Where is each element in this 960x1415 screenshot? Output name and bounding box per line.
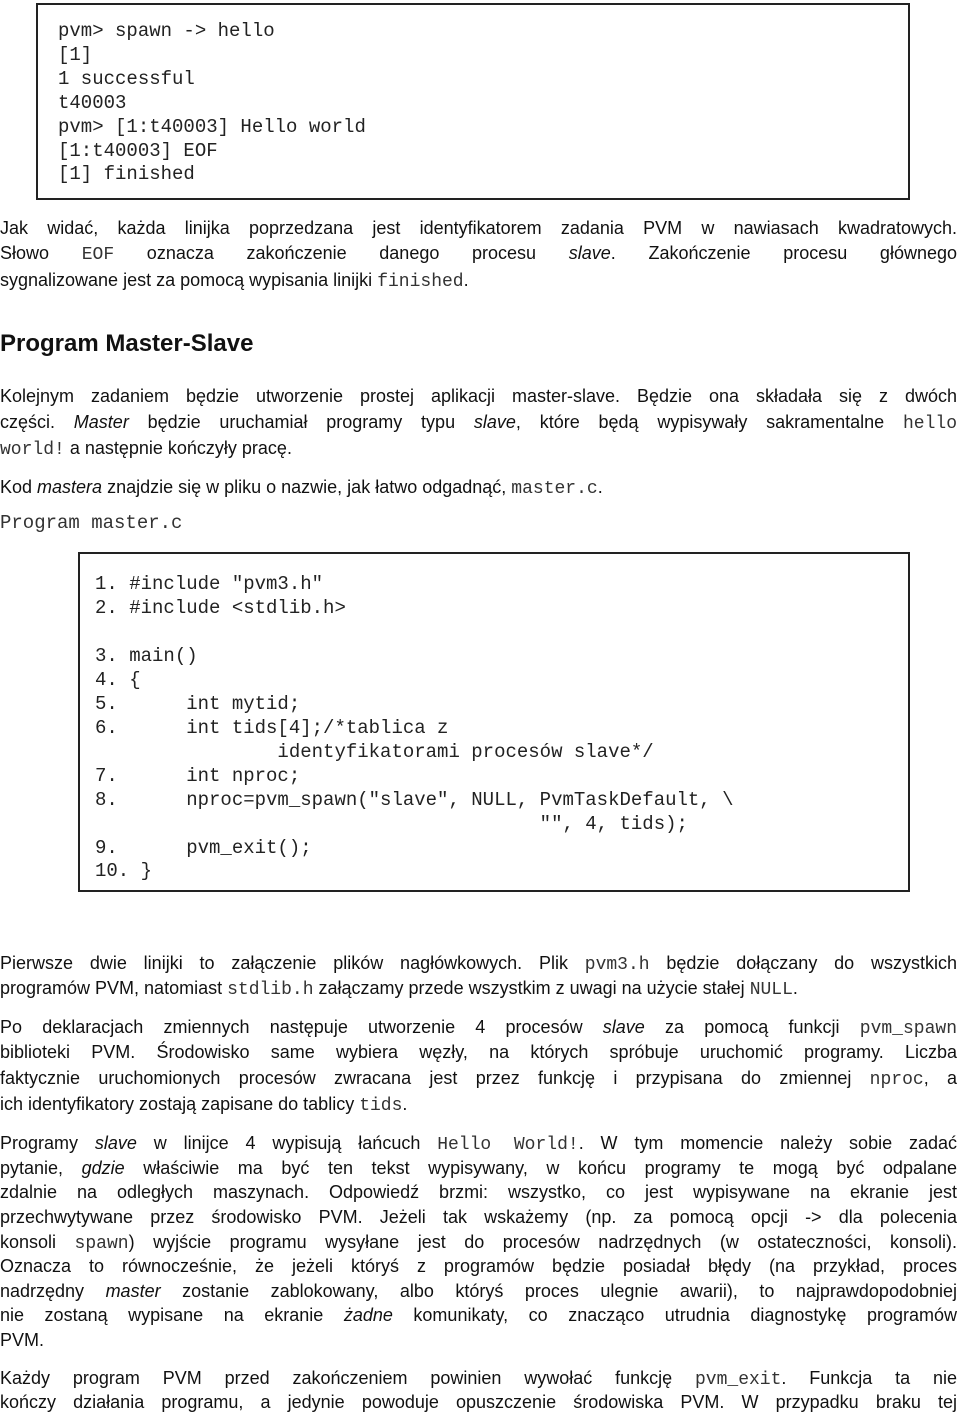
inline-code: pvm_exit	[694, 1370, 782, 1390]
inline-code: nproc	[869, 1070, 924, 1090]
paragraph-line: faktycznie uruchomionych procesów zwracana jest przez funkcję i przypisana do zmiennej nproc, a	[0, 1068, 958, 1090]
paragraph-line: nadrzędny master zostanie zablokowany, albo któryś proces ulegnie awarii), to najprawdopodobniej	[0, 1281, 958, 1301]
paragraph-line: Kolejnym zadaniem będzie utworzenie prostej aplikacji master-slave. Będzie ona składała się z dwóch	[0, 386, 957, 406]
terminal-line: [1]	[58, 44, 93, 66]
terminal-line: 1 successful	[58, 68, 195, 90]
paragraph-line: Oznacza to równocześnie, że jeżeli któryś z programów będzie posiadał błędy (na przykład, proces	[0, 1256, 957, 1276]
inline-code: master.c	[511, 479, 598, 499]
paragraph-line: world! a następnie kończyły pracę.	[0, 438, 292, 460]
inline-code: pvm3.h	[584, 955, 650, 975]
terminal-line: pvm> [1:t40003] Hello world	[58, 116, 366, 138]
paragraph-line: Pierwsze dwie linijki to załączenie plików nagłówkowych. Plik pvm3.h będzie dołączany do wszystkich	[0, 953, 957, 975]
paragraph-line: programów PVM, natomiast stdlib.h załączamy przede wszystkim z uwagi na użycie stałej NULL.	[0, 978, 798, 1000]
inline-code: Hello World!	[437, 1135, 579, 1155]
inline-code: tids	[359, 1096, 403, 1116]
inline-code: spawn	[74, 1234, 129, 1254]
inline-code: EOF	[81, 245, 115, 265]
terminal-line: pvm> spawn -> hello	[58, 20, 275, 42]
code-line: 10. }	[95, 860, 153, 882]
code-line: "", 4, tids);	[95, 813, 688, 835]
paragraph-line: Jak widać, każda linijka poprzedzana jest identyfikatorem zadania PVM w nawiasach kwadratowych.	[0, 218, 957, 238]
code-line: 8. nproc=pvm_spawn("slave", NULL, PvmTaskDefault, \	[95, 789, 734, 811]
code-line: 5. int mytid;	[95, 693, 301, 715]
code-line: 9. pvm_exit();	[95, 837, 312, 859]
inline-code: NULL	[749, 980, 793, 1000]
paragraph-line: PVM.	[0, 1330, 45, 1350]
code-line: identyfikatorami procesów slave*/	[95, 741, 654, 763]
paragraph-line: przechwytywane przez środowisko PVM. Jeżeli tak wskażemy (np. za pomocą opcji -> dla polecenia	[0, 1207, 957, 1227]
code-line: 3. main()	[95, 645, 198, 667]
paragraph-line: Słowo EOF oznacza zakończenie danego procesu slave. Zakończenie procesu głównego	[0, 243, 957, 265]
paragraph-line: sygnalizowane jest za pomocą wypisania linijki finished.	[0, 270, 469, 292]
paragraph-line: nie zostaną wypisane na ekranie żadne komunikaty, co znacząco utrudnia diagnostykę programów	[0, 1305, 957, 1325]
paragraph-line: Każdy program PVM przed zakończeniem powinien wywołać funkcję pvm_exit. Funkcja ta nie	[0, 1368, 957, 1390]
inline-code: world!	[0, 440, 65, 460]
code-caption: Program master.c	[0, 512, 183, 534]
paragraph-line: kończy działania programu, a jedynie powoduje opuszczenie środowiska PVM. W przypadku braku tej	[0, 1392, 957, 1412]
inline-code: hello	[902, 414, 957, 434]
terminal-line: [1] finished	[58, 163, 195, 185]
paragraph-line: konsoli spawn) wyjście programu wysyłane jest do procesów nadrzędnych (w ostateczności, konsoli).	[0, 1232, 957, 1254]
paragraph-line: Po deklaracjach zmiennych następuje utworzenie 4 procesów slave za pomocą funkcji pvm_spawn	[0, 1017, 957, 1039]
paragraph-line: Kod mastera znajdzie się w pliku o nazwie, jak łatwo odgadnąć, master.c.	[0, 477, 603, 499]
code-line: 7. int nproc;	[95, 765, 301, 787]
paragraph-line: zdalnie na odległych maszynach. Odpowiedź brzmi: wszystko, co jest wypisywane na ekranie jest	[0, 1182, 957, 1202]
inline-code: pvm_spawn	[859, 1019, 957, 1039]
code-line: 1. #include "pvm3.h"	[95, 573, 324, 595]
paragraph-line: Programy slave w linijce 4 wypisują łańcuch Hello World!. W tym momencie należy sobie zadać	[0, 1133, 957, 1155]
paragraph-line: ich identyfikatory zostają zapisane do tablicy tids.	[0, 1094, 408, 1116]
code-line: 4. {	[95, 669, 141, 691]
terminal-line: [1:t40003] EOF	[58, 140, 218, 162]
paragraph-line: pytanie, gdzie właściwie ma być ten tekst wypisywany, w końcu programy te mogą być odpalane	[0, 1158, 957, 1178]
inline-code: finished	[377, 272, 464, 292]
code-line: 6. int tids[4];/*tablica z	[95, 717, 449, 739]
section-heading: Program Master-Slave	[0, 330, 254, 357]
paragraph-line: części. Master będzie uruchamiał programy typu slave, które będą wypisywały sakramentalne hello	[0, 412, 957, 434]
inline-code: stdlib.h	[227, 980, 314, 1000]
paragraph-line: biblioteki PVM. Środowisko same wybiera węzły, na których spróbuje uruchomić programy. Liczba	[0, 1042, 957, 1062]
code-line: 2. #include <stdlib.h>	[95, 597, 346, 619]
terminal-line: t40003	[58, 92, 127, 114]
